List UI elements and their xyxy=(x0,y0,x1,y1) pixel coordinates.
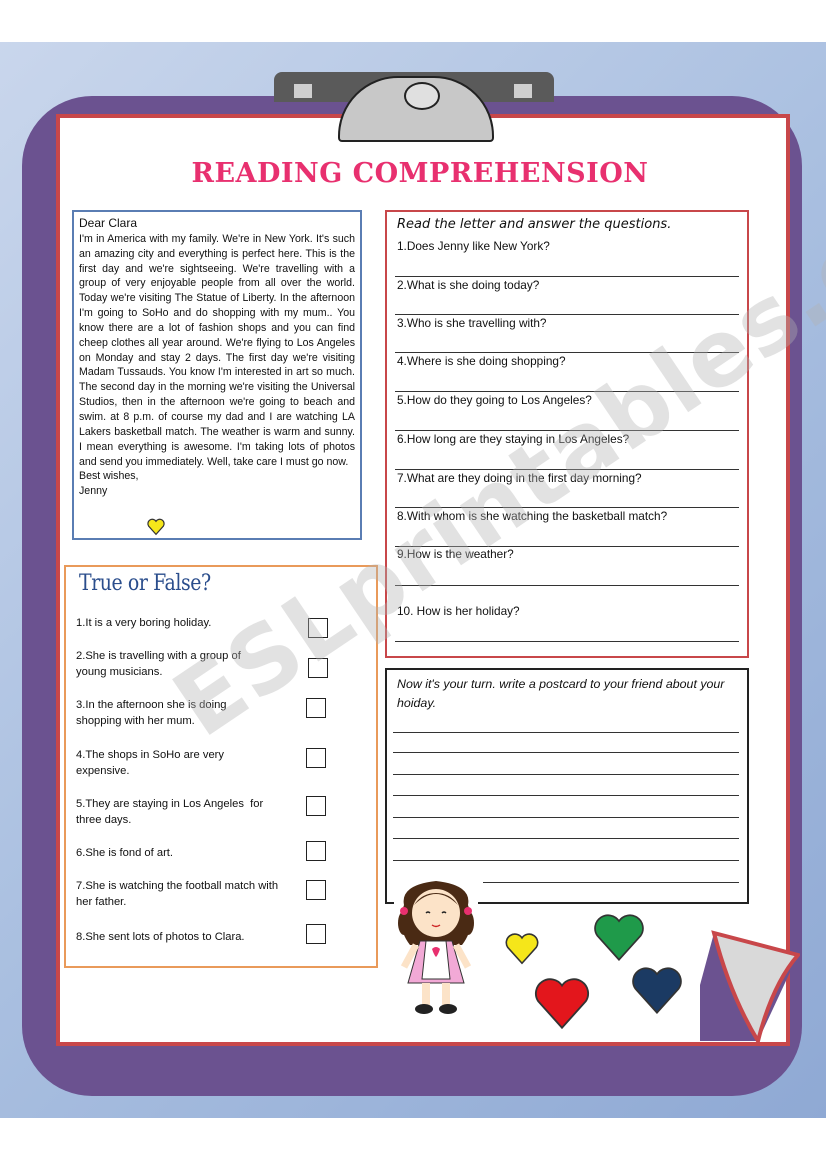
tf-statement-6: 6.She is fond of art. xyxy=(76,847,174,859)
postcard-section xyxy=(385,668,749,904)
writing-line-4[interactable] xyxy=(393,795,739,796)
clip-slot-right xyxy=(514,84,532,98)
heart-icon xyxy=(146,518,166,536)
writing-line-8[interactable] xyxy=(483,882,739,883)
question-6: 6.How long are they staying in Los Angeles? xyxy=(397,432,630,446)
writing-line-5[interactable] xyxy=(393,817,739,818)
answer-line-6[interactable] xyxy=(395,469,739,470)
letter-body: I'm in America with my family. We're in New York. It's such an amazing city and everything is perfect here. This is the first day and we're sightseeing. We're travelling with a group of very enjoyable people from all over the world. Today we're visiting The Statue of Liberty. In the afternoon I'm going to SoHo and do shopping with my mum.. You know there are a lot of fashion shops and you can find cheep clothes all year around. We're flying to Los Angeles on Monday and stay 2 days. The first day we're visiting Madam Tussauds. You know I'm interested in art so much. The second day in the morning we're visiting the Universal Studios, then in the afternoon we're going to beach and swim. at 8 p.m. of course my dad and I are watching LA Lakers basketball match. The weather is warm and sunny. I mean everything is awesome. I'm taking lots of photos and send you immediately. Well, take care I must go now. xyxy=(79,232,355,468)
tf-checkbox-1[interactable] xyxy=(308,618,328,638)
answer-line-4[interactable] xyxy=(395,391,739,392)
red-heart-icon xyxy=(530,975,594,1033)
letter-greeting: Dear Clara xyxy=(79,216,138,230)
tf-statement-7: 7.She is watching the football match with her father. xyxy=(76,880,279,908)
tf-checkbox-2[interactable] xyxy=(308,658,328,678)
writing-line-3[interactable] xyxy=(393,774,739,775)
question-4: 4.Where is she doing shopping? xyxy=(397,354,566,368)
question-2: 2.What is she doing today? xyxy=(397,278,540,292)
letter-box xyxy=(72,210,362,540)
question-9: 9.How is the weather? xyxy=(397,547,514,561)
answer-line-2[interactable] xyxy=(395,314,739,315)
postcard-prompt: Now it's your turn. write a postcard to your friend about your hoiday. xyxy=(397,677,725,710)
questions-section xyxy=(385,210,749,658)
letter-closing: Best wishes, xyxy=(79,470,139,483)
tf-statement-8: 8.She sent lots of photos to Clara. xyxy=(76,931,245,943)
writing-line-7[interactable] xyxy=(393,860,739,861)
answer-line-3[interactable] xyxy=(395,352,739,353)
tf-statement-2: 2.She is travelling with a group of young musicians. xyxy=(76,650,241,678)
clip-ring-icon xyxy=(404,82,440,110)
answer-line-1[interactable] xyxy=(395,276,739,277)
green-heart-icon xyxy=(590,908,648,968)
writing-line-2[interactable] xyxy=(393,752,739,753)
tf-statement-5: 5.They are staying in Los Angeles for three days. xyxy=(76,798,264,826)
tf-statement-1: 1.It is a very boring holiday. xyxy=(76,617,212,629)
page-title: READING COMPREHENSION xyxy=(191,158,649,189)
tf-checkbox-7[interactable] xyxy=(306,880,326,900)
writing-line-1[interactable] xyxy=(393,732,739,733)
question-5: 5.How do they going to Los Angeles? xyxy=(397,393,592,407)
true-false-title: True or False? xyxy=(79,571,211,596)
true-false-section xyxy=(64,565,378,968)
answer-line-7[interactable] xyxy=(395,507,739,508)
tf-statement-3: 3.In the afternoon she is doing shopping with her mum. xyxy=(76,699,227,727)
answer-line-5[interactable] xyxy=(395,430,739,431)
tf-checkbox-5[interactable] xyxy=(306,796,326,816)
question-3: 3.Who is she travelling with? xyxy=(397,316,547,330)
tf-checkbox-6[interactable] xyxy=(306,841,326,861)
yellow-heart-icon xyxy=(503,930,541,968)
tf-checkbox-4[interactable] xyxy=(306,748,326,768)
page-curl-icon xyxy=(700,925,800,1043)
tf-checkbox-8[interactable] xyxy=(306,924,326,944)
question-7: 7.What are they doing in the first day morning? xyxy=(397,471,642,485)
tf-checkbox-3[interactable] xyxy=(306,698,326,718)
question-8: 8.With whom is she watching the basketball match? xyxy=(397,509,668,523)
answer-line-9[interactable] xyxy=(395,585,739,586)
question-10: 10. How is her holiday? xyxy=(397,604,520,618)
girl-illustration xyxy=(390,875,482,1020)
navy-heart-icon xyxy=(628,962,686,1020)
answer-line-10[interactable] xyxy=(395,641,739,642)
letter-signature: Jenny xyxy=(79,485,108,498)
tf-statement-4: 4.The shops in SoHo are very expensive. xyxy=(76,749,224,777)
question-1: 1.Does Jenny like New York? xyxy=(397,239,550,253)
clip-slot-left xyxy=(294,84,312,98)
questions-heading: Read the letter and answer the questions. xyxy=(397,217,672,232)
writing-line-6[interactable] xyxy=(393,838,739,839)
